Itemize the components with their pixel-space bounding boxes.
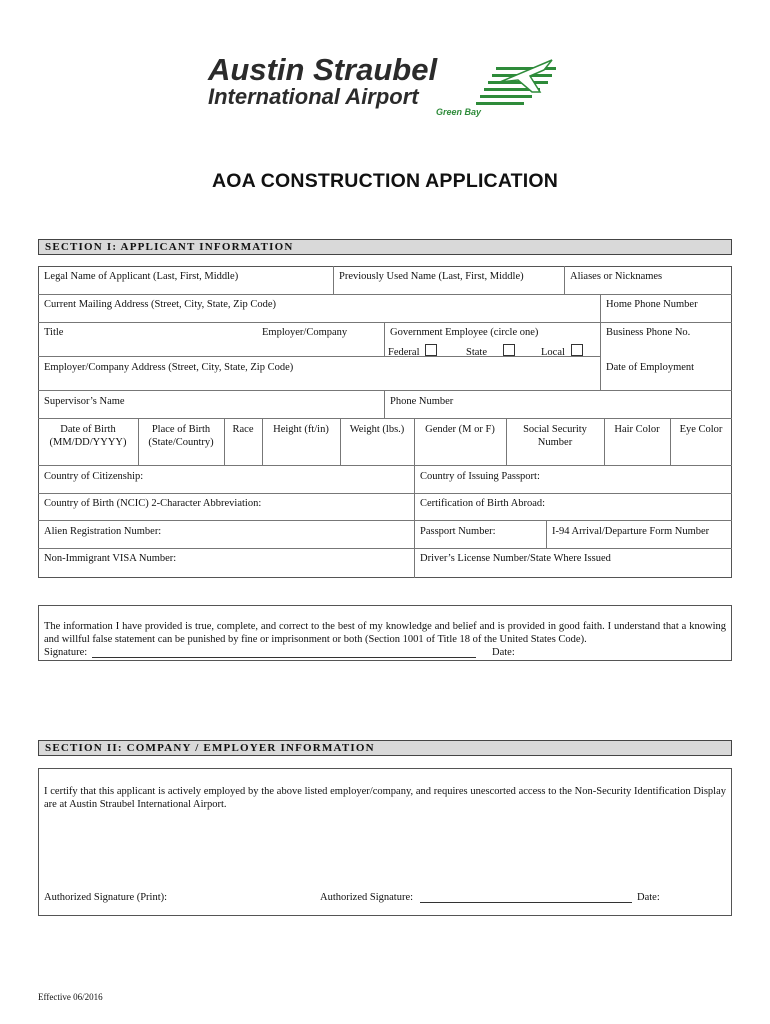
eye-color-label: Eye Color: [679, 424, 723, 435]
cert-birth-label: Certification of Birth Abroad:: [420, 498, 546, 509]
home-phone-label: Home Phone Number: [606, 299, 698, 310]
previous-name-label: Previously Used Name (Last, First, Middle): [339, 271, 524, 282]
auth-signature-label: Authorized Signature:: [320, 892, 414, 903]
passport-number-label: Passport Number:: [420, 526, 496, 537]
auth-date-label: Date:: [637, 892, 660, 903]
legal-name-label: Legal Name of Applicant (Last, First, Middle): [44, 271, 239, 282]
ssn-label: Social Security Number: [523, 424, 587, 448]
pob-label: Place of Birth (State/Country): [148, 424, 214, 448]
federal-option: Federal: [388, 344, 437, 359]
state-checkbox[interactable]: [503, 344, 515, 356]
gov-level-options: [384, 343, 600, 358]
weight-label: Weight (lbs.): [349, 424, 405, 435]
airplane-flag-icon: [476, 60, 556, 105]
employer-certify-text: I certify that this applicant is actively employed by the above listed employer/company, and requires unescorted access to the Non-Security Identification Display are at Austin Straubel International Airport.: [44, 786, 726, 810]
employer-address-label: Employer/Company Address (Street, City, State, Zip Code): [44, 362, 294, 373]
supervisor-label: Supervisor’s Name: [44, 396, 125, 407]
visa-label: Non-Immigrant VISA Number:: [44, 553, 177, 564]
airport-logo: [200, 52, 570, 122]
signature-label: Signature:: [44, 647, 88, 658]
business-phone-label: Business Phone No.: [606, 327, 691, 338]
effective-date: Effective 06/2016: [38, 992, 103, 1002]
logo-line3: Green Bay: [436, 107, 482, 117]
dob-label: Date of Birth (MM/DD/YYYY): [49, 424, 127, 448]
gender-label: Gender (M or F): [425, 424, 495, 435]
attest-date-label: Date:: [492, 647, 515, 658]
race-label: Race: [232, 424, 254, 435]
title-label: Title: [44, 327, 64, 338]
gov-employee-label: Government Employee (circle one): [390, 327, 539, 338]
date-employment-label: Date of Employment: [606, 362, 695, 373]
phone-number-label: Phone Number: [390, 396, 454, 407]
state-option: State: [466, 344, 515, 359]
issuing-passport-label: Country of Issuing Passport:: [420, 471, 540, 482]
hair-color-label: Hair Color: [614, 424, 660, 435]
local-option: Local: [541, 344, 583, 359]
attestation-text: The information I have provided is true, complete, and correct to the best of my knowledge and belief and is provided in good faith. I understand that a knowing and willful false statement can be punished by fine or imprisonment or both (Section 1001 of Title 18 of the United States Code).: [44, 621, 726, 645]
auth-signature-line[interactable]: [420, 902, 632, 903]
aliases-label: Aliases or Nicknames: [570, 271, 663, 282]
mailing-address-label: Current Mailing Address (Street, City, State, Zip Code): [44, 299, 277, 310]
logo-line1: Austin Straubel: [208, 52, 438, 87]
birth-country-label: Country of Birth (NCIC) 2-Character Abbreviation:: [44, 498, 262, 509]
employer-label: Employer/Company: [262, 327, 348, 338]
drivers-license-label: Driver’s License Number/State Where Issued: [420, 553, 611, 564]
citizenship-label: Country of Citizenship:: [44, 471, 144, 482]
alien-registration-label: Alien Registration Number:: [44, 526, 162, 537]
height-label: Height (ft/in): [273, 424, 329, 435]
local-checkbox[interactable]: [571, 344, 583, 356]
logo-line2: International Airport: [208, 84, 419, 109]
section2-header: SECTION II: COMPANY / EMPLOYER INFORMATION: [38, 740, 732, 756]
page-title: AOA CONSTRUCTION APPLICATION: [211, 170, 559, 192]
signature-line[interactable]: [92, 657, 476, 658]
section1-header: SECTION I: APPLICANT INFORMATION: [38, 239, 732, 255]
auth-print-label: Authorized Signature (Print):: [44, 892, 168, 903]
federal-checkbox[interactable]: [425, 344, 437, 356]
i94-label: I-94 Arrival/Departure Form Number: [552, 526, 710, 537]
